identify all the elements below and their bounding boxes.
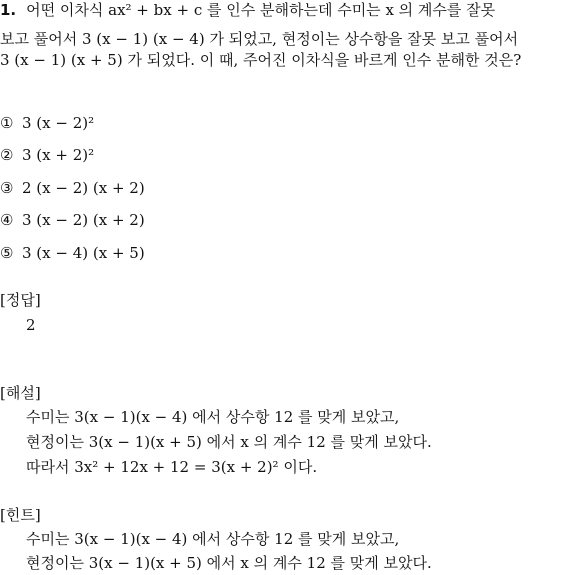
option-1-mark: ① [0, 114, 14, 132]
option-2-mark: ② [0, 146, 14, 164]
option-4[interactable] [0, 210, 145, 230]
answer-value: 2 [26, 316, 36, 334]
option-1-text: 3 (x − 2)² [22, 114, 95, 132]
hint-line-1: 수미는 3(x − 1)(x − 4) 에서 상수항 12 를 맞게 보았고, [26, 530, 400, 548]
answer-label: [정답] [0, 291, 41, 309]
hint-line-2: 현정이는 3(x − 1)(x + 5) 에서 x 의 계수 12 를 맞게 보았다. [26, 554, 432, 572]
option-5[interactable] [0, 243, 145, 263]
question-line-3: 3 (x − 1) (x + 5) 가 되었다. 이 때, 주어진 이차식을 바르게 인수 분해한 것은? [0, 51, 522, 69]
question-number: 1. [0, 1, 17, 19]
option-4-mark: ④ [0, 211, 14, 229]
question-text-1: 어떤 이차식 ax² + bx + c 를 인수 분해하는데 수미는 x 의 계수를 잘못 [26, 1, 496, 19]
hint-label: [힌트] [0, 506, 41, 524]
option-2[interactable] [0, 145, 94, 165]
option-5-text: 3 (x − 4) (x + 5) [22, 244, 145, 262]
option-3-text: 2 (x − 2) (x + 2) [22, 179, 145, 197]
option-1[interactable] [0, 113, 94, 133]
option-3-mark: ③ [0, 179, 14, 197]
option-5-mark: ⑤ [0, 244, 14, 262]
explanation-line-1: 수미는 3(x − 1)(x − 4) 에서 상수항 12 를 맞게 보았고, [26, 408, 400, 426]
explanation-label: [해설] [0, 384, 41, 402]
question-line-2: 보고 풀어서 3 (x − 1) (x − 4) 가 되었고, 현정이는 상수항을 잘못 보고 풀어서 [0, 30, 519, 48]
explanation-line-2: 현정이는 3(x − 1)(x + 5) 에서 x 의 계수 12 를 맞게 보았다. [26, 433, 432, 451]
question-line-1 [0, 0, 495, 20]
option-4-text: 3 (x − 2) (x + 2) [22, 211, 145, 229]
option-3[interactable] [0, 178, 145, 198]
option-2-text: 3 (x + 2)² [22, 146, 95, 164]
explanation-line-3: 따라서 3x² + 12x + 12 = 3(x + 2)² 이다. [26, 458, 318, 476]
